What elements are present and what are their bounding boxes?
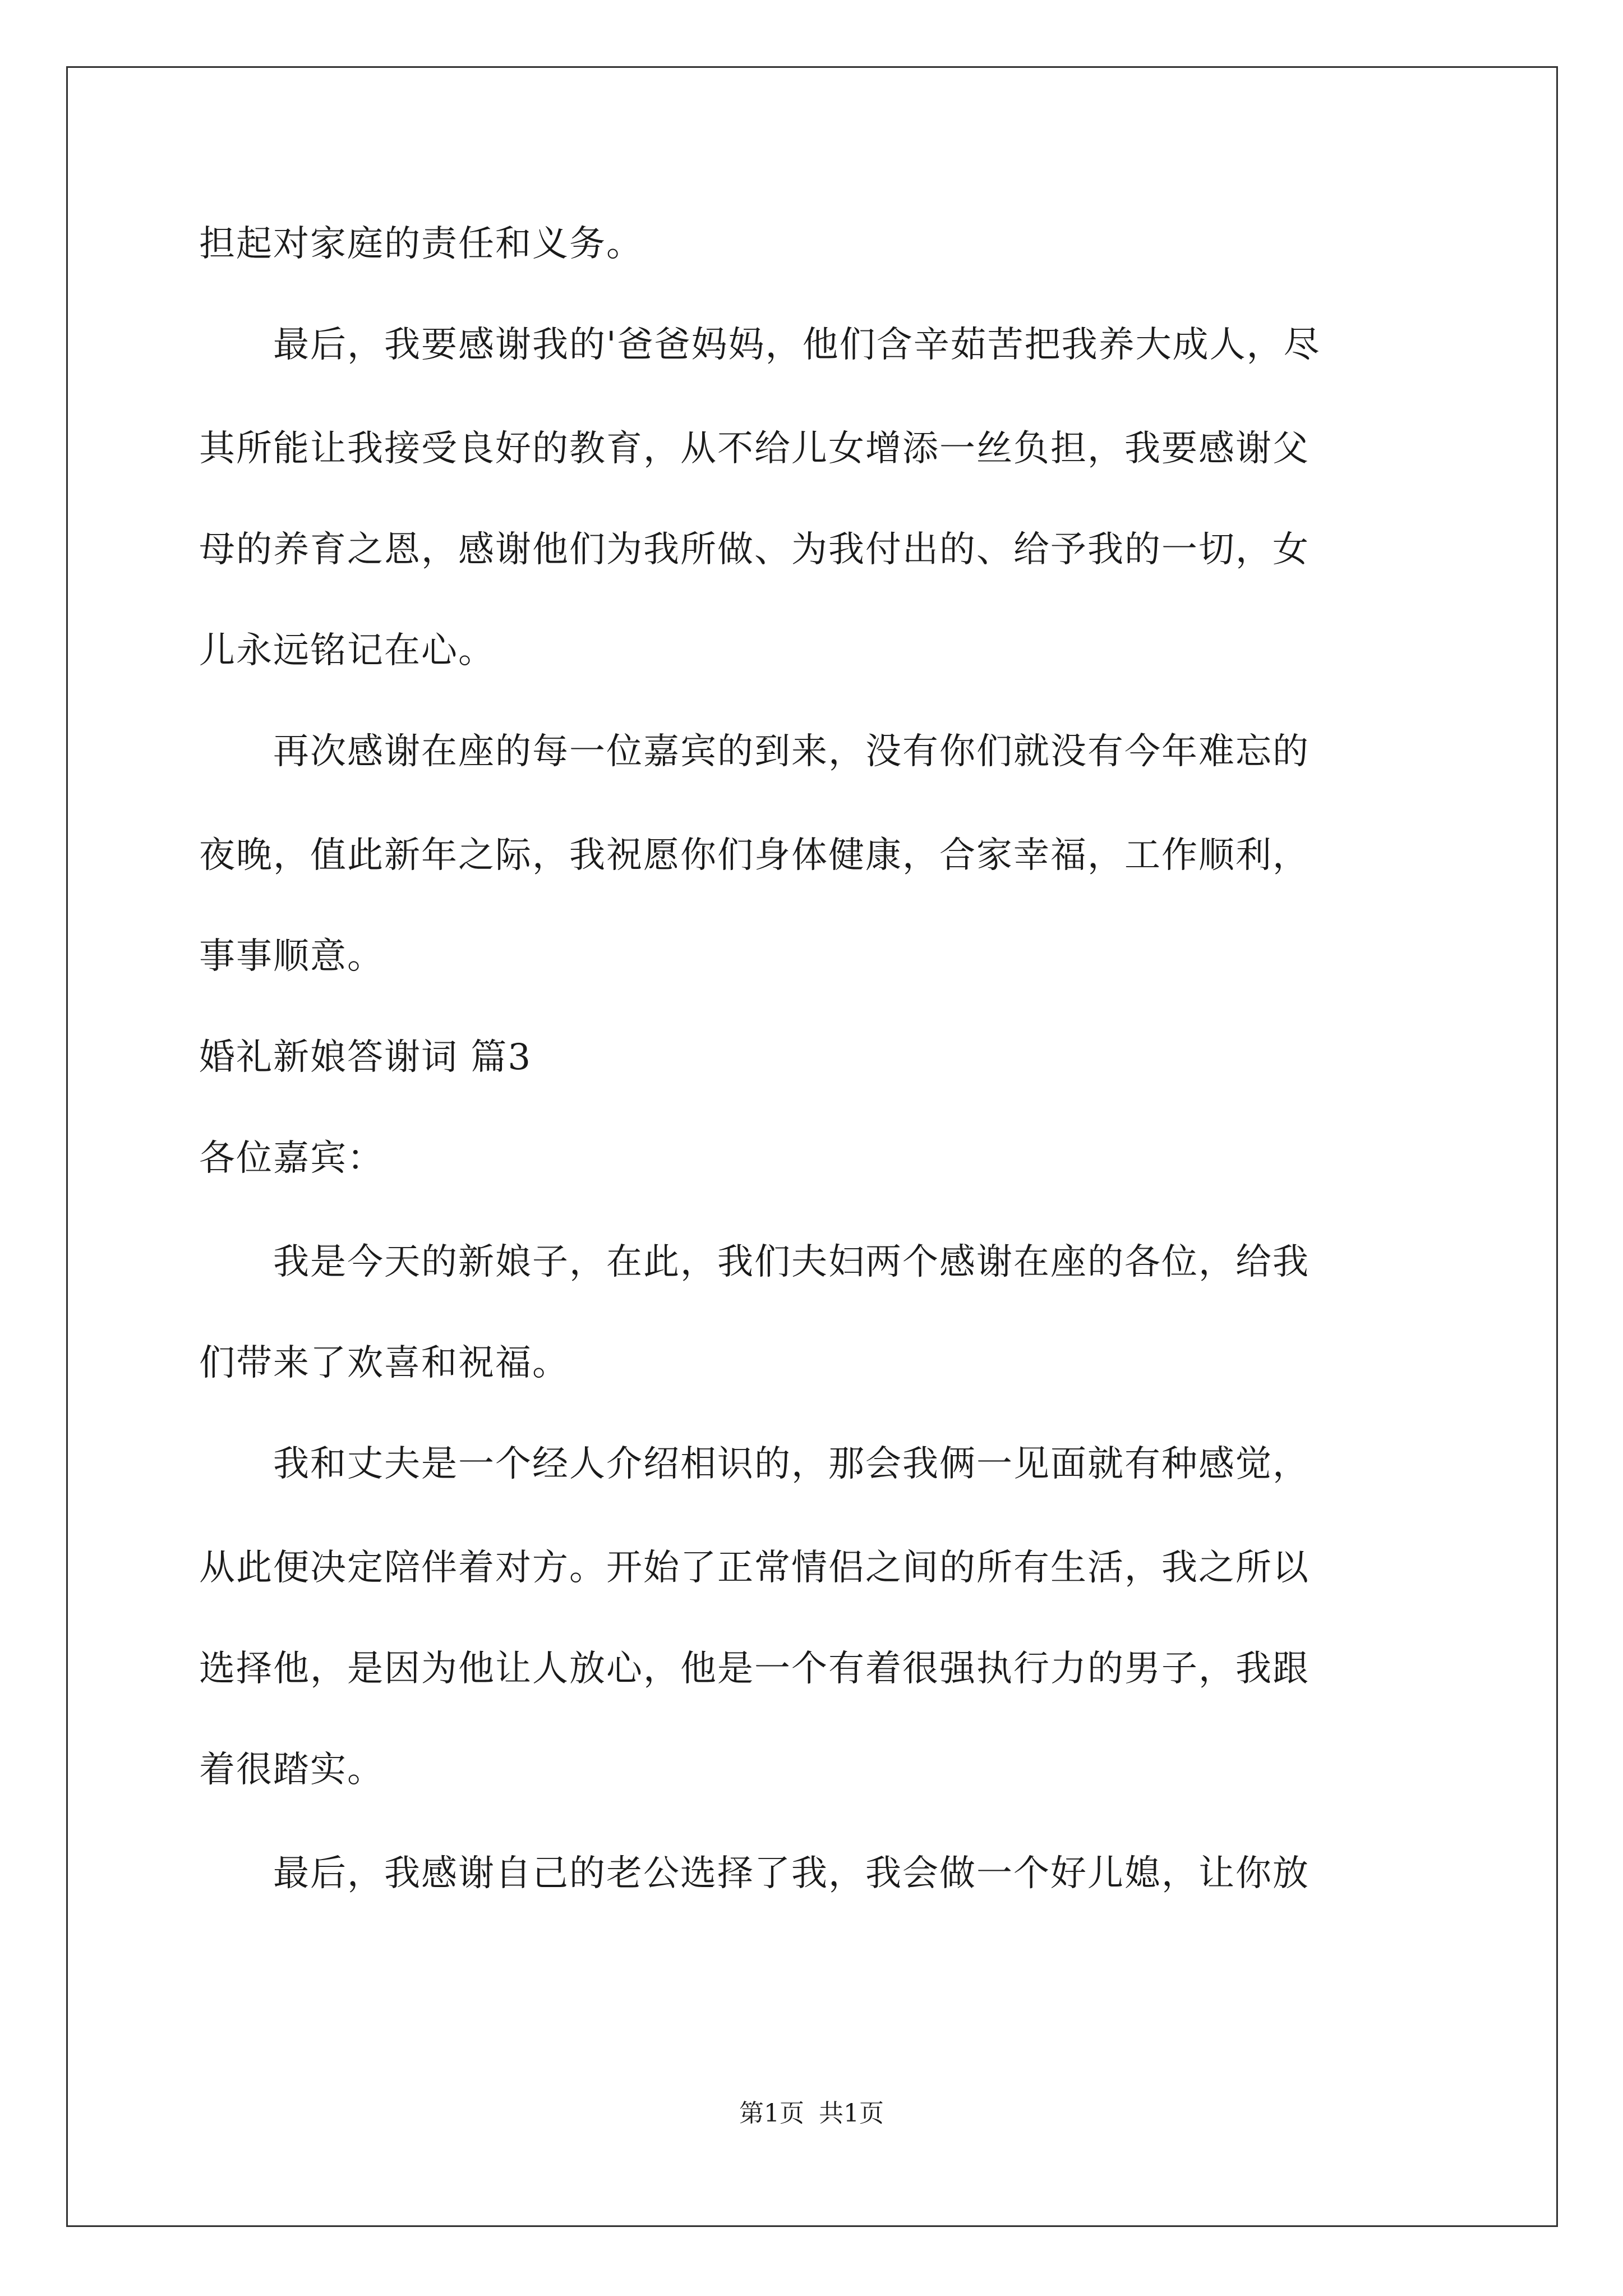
text-line: 事事顺意。 <box>199 936 384 977</box>
text-line: 着很踏实。 <box>199 1749 384 1791</box>
text-line: 夜晚，值此新年之际，我祝愿你们身体健康，合家幸福，工作顺利， <box>199 835 1310 876</box>
paragraph-start-line: 最后，我感谢自己的老公选择了我，我会做一个好儿媳，让你放 <box>199 1853 1310 1894</box>
section-heading: 婚礼新娘答谢词 篇3 <box>199 1037 532 1078</box>
text-line: 选择他，是因为他让人放心，他是一个有着很强执行力的男子，我跟 <box>199 1648 1310 1690</box>
page-footer <box>0 2098 1623 2129</box>
text-line: 担起对家庭的责任和义务。 <box>199 223 643 265</box>
text-line: 们带来了欢喜和祝福。 <box>199 1342 569 1384</box>
text-line: 从此便决定陪伴着对方。开始了正常情侣之间的所有生活，我之所以 <box>199 1547 1310 1589</box>
paragraph-start-line: 再次感谢在座的每一位嘉宾的到来，没有你们就没有今年难忘的 <box>199 731 1310 772</box>
salutation: 各位嘉宾： <box>199 1138 384 1179</box>
text-line: 儿永远铭记在心。 <box>199 630 495 671</box>
page-number: 第1页 <box>739 2099 804 2128</box>
text-line: 母的养育之恩，感谢他们为我所做、为我付出的、给予我的一切，女 <box>199 529 1310 570</box>
paragraph-start-line: 我是今天的新娘子，在此，我们夫妇两个感谢在座的各位，给我 <box>199 1241 1310 1283</box>
paragraph-start-line: 最后，我要感谢我的'爸爸妈妈，他们含辛茹苦把我养大成人，尽 <box>199 324 1321 366</box>
page-total: 共1页 <box>819 2099 884 2128</box>
text-line: 其所能让我接受良好的教育，从不给儿女增添一丝负担，我要感谢父 <box>199 428 1310 470</box>
paragraph-start-line: 我和丈夫是一个经人介绍相识的，那会我俩一见面就有种感觉， <box>199 1443 1310 1485</box>
